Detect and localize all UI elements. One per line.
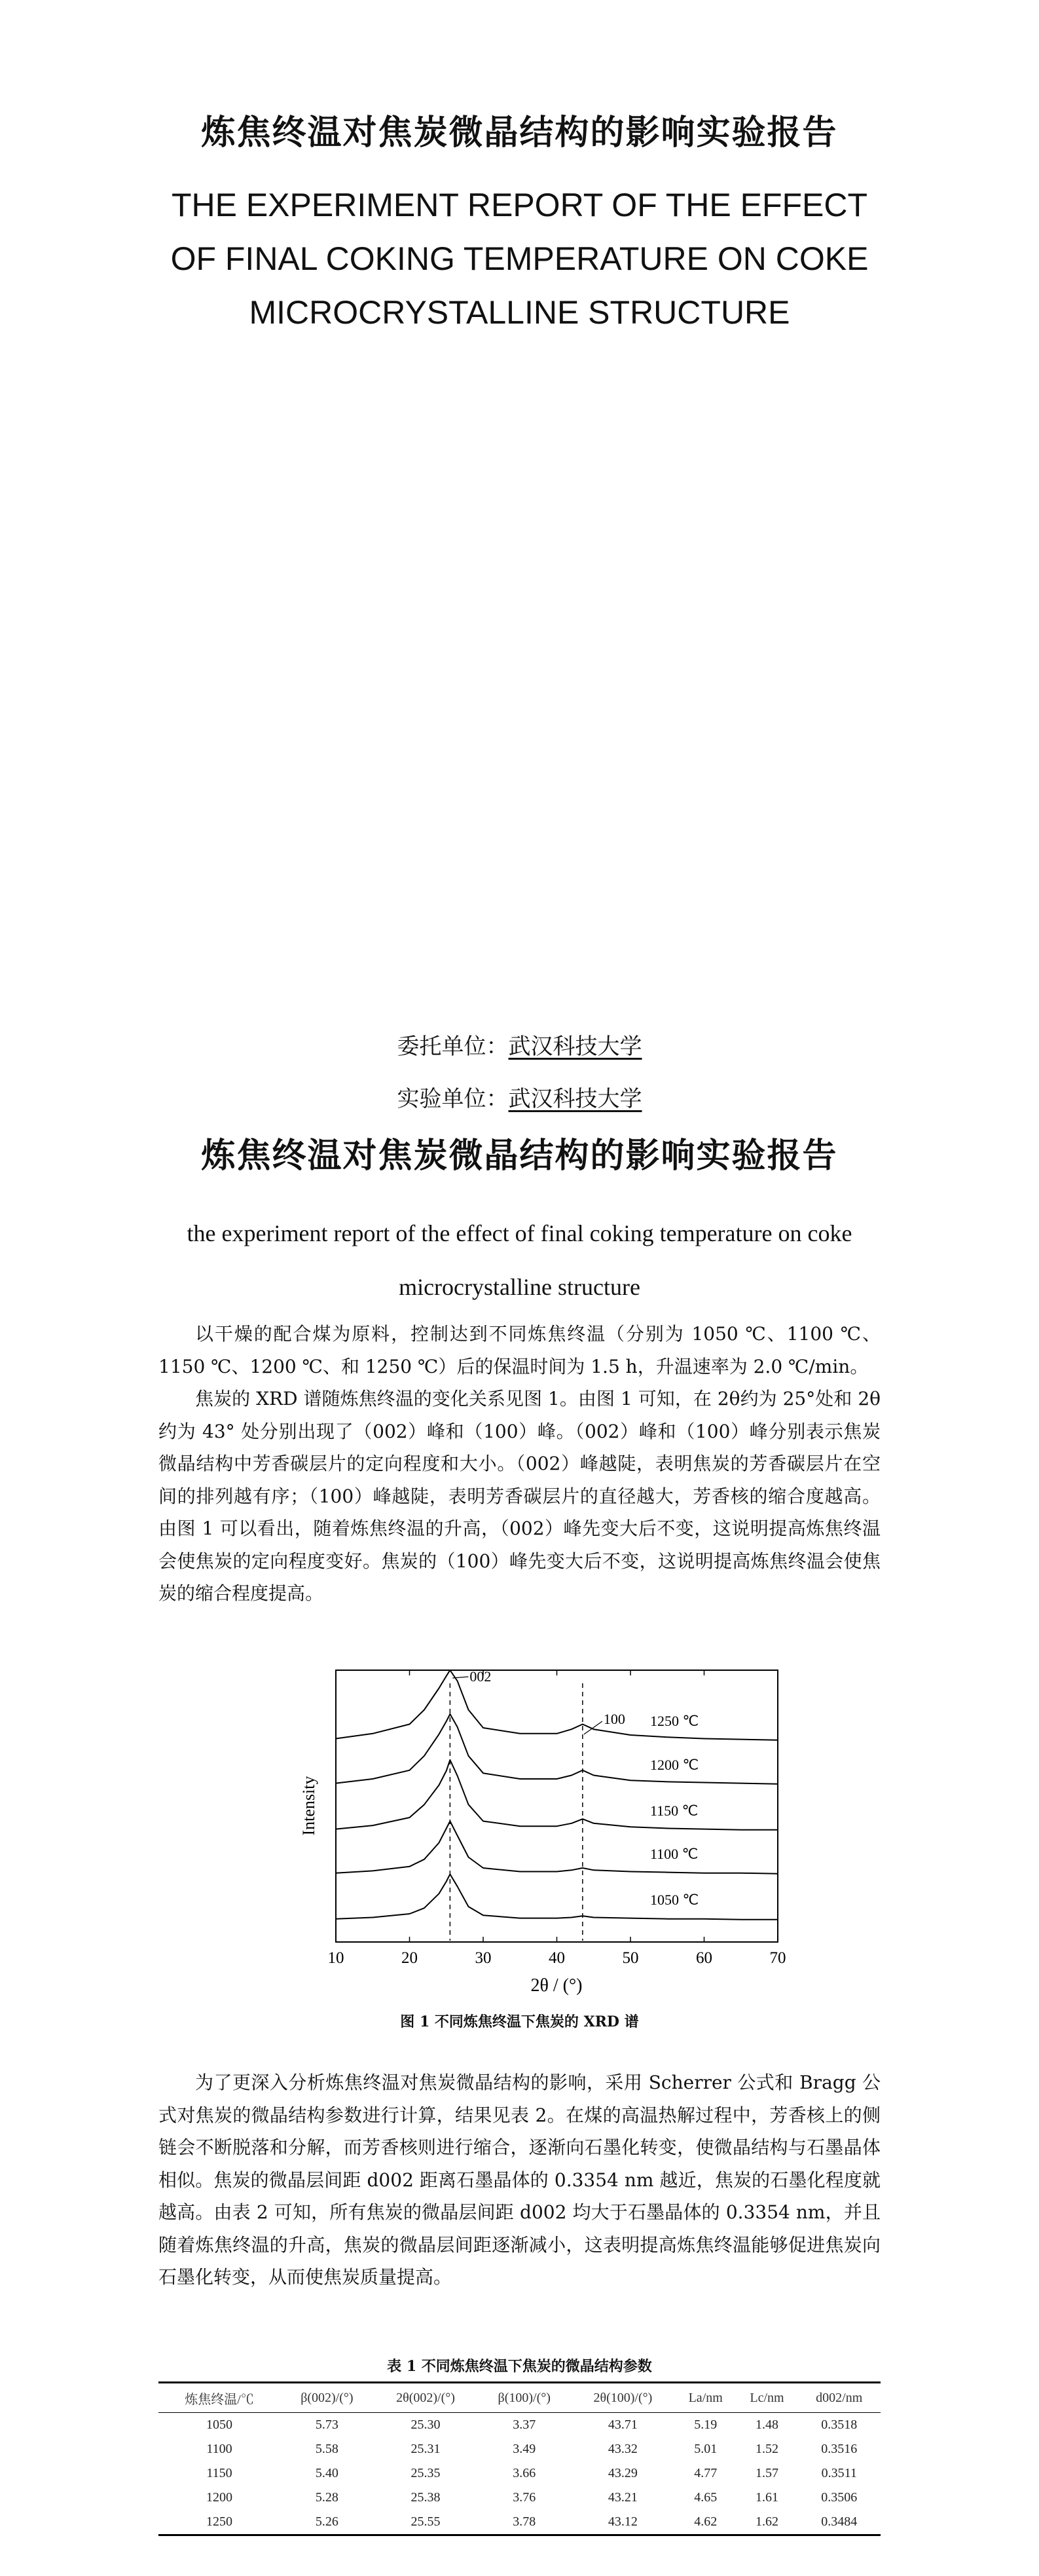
- table-caption: 表 1 不同炼焦终温下焦炭的微晶结构参数: [387, 2358, 652, 2375]
- plot-frame: [336, 1670, 778, 1942]
- commissioning-unit-value: 武汉科技大学: [508, 1034, 642, 1060]
- series-label: 1200 ℃: [650, 1757, 699, 1773]
- series-label: 1250 ℃: [650, 1713, 699, 1729]
- table-cell: 0.3506: [821, 2490, 858, 2505]
- report-title-zh: 炼焦终温对焦炭微晶结构的影响实验报告: [201, 1136, 838, 1176]
- series-line: [336, 1670, 778, 1740]
- figure-caption: 图 1 不同炼焦终温下焦炭的 XRD 谱: [400, 2013, 639, 2030]
- series-line: [336, 1760, 778, 1830]
- table-cell: 4.77: [694, 2466, 718, 2480]
- commissioning-unit: [0, 1028, 1039, 1060]
- table-header-cell: β(002)/(°): [280, 2383, 374, 2413]
- table-cell: 5.40: [315, 2466, 338, 2480]
- report-title-en-line1: the experiment report of the effect of final coking temperature on coke: [187, 1220, 852, 1246]
- series-label: 1050 ℃: [650, 1892, 699, 1908]
- series-line: [336, 1714, 778, 1784]
- x-axis-label: 2θ / (°): [530, 1975, 583, 1996]
- x-tick-label: 70: [769, 1949, 786, 1967]
- table-cell: 1.52: [756, 2442, 779, 2456]
- table-header-cell: La/nm: [675, 2383, 737, 2413]
- paragraph-xrd-analysis: 焦炭的 XRD 谱随炼焦终温的变化关系见图 1。由图 1 可知，在 2θ约为 25°处和 2θ约为 43° 处分别出现了（002）峰和（100）峰。（002）峰和（100）峰分别表示焦炭微晶结构中芳香碳层片的定向程度和大小。（002）峰越陡，表明焦炭的芳香碳层片在空间的排列越有序；（100）峰越陡，表明芳香碳层片的直径越大，芳香核的缩合度越高。由图 1 可以看出，随着炼焦终温的升高，（002）峰先变大后不变，这说明提高炼焦终温会使焦炭的定向程度变好。焦炭的（100）峰先变大后不变，这说明提高炼焦终温会使焦炭的缩合程度提高。: [158, 1388, 881, 1604]
- table-cell: 43.21: [608, 2490, 638, 2505]
- table-cell: 1200: [206, 2490, 233, 2505]
- table-cell: 1.48: [756, 2417, 779, 2432]
- microcrystal-parameters-table: [158, 2381, 881, 2536]
- table-cell: 5.01: [694, 2442, 718, 2456]
- x-tick-label: 30: [475, 1949, 492, 1967]
- table-header-cell: 2θ(100)/(°): [571, 2383, 675, 2413]
- x-tick-label: 10: [327, 1949, 344, 1967]
- table-cell: 5.58: [315, 2442, 338, 2456]
- x-tick-label: 40: [549, 1949, 565, 1967]
- table-cell: 25.35: [410, 2466, 441, 2480]
- table-cell: 1150: [206, 2466, 232, 2480]
- series-label: 1100 ℃: [650, 1846, 699, 1862]
- table-header-row: [158, 2383, 881, 2413]
- table-cell: 1.61: [756, 2490, 779, 2505]
- table-row: [158, 2510, 881, 2535]
- x-tick-label: 20: [401, 1949, 418, 1967]
- table-cell: 25.38: [410, 2490, 441, 2505]
- table-cell: 5.26: [280, 2510, 374, 2535]
- table-cell: 25.31: [410, 2442, 441, 2456]
- cover-title-en-line: MICROCRYSTALLINE STRUCTURE: [249, 294, 790, 331]
- table-cell: 1050: [206, 2417, 233, 2432]
- table-row: [158, 2461, 881, 2486]
- cover-title-en-line: THE EXPERIMENT REPORT OF THE EFFECT: [171, 187, 868, 223]
- table-cell: 5.28: [315, 2490, 338, 2505]
- x-tick-label: 60: [696, 1949, 712, 1967]
- table-header-cell: d002/nm: [797, 2383, 881, 2413]
- annotation-label: 100: [603, 1711, 625, 1727]
- table-cell: 4.62: [675, 2510, 737, 2535]
- table-cell: 3.37: [513, 2417, 536, 2432]
- x-tick-label: 50: [622, 1949, 639, 1967]
- report-title-en-line2: microcrystalline structure: [399, 1274, 640, 1300]
- table-cell: 43.71: [608, 2417, 638, 2432]
- table-cell: 3.76: [513, 2490, 536, 2505]
- table-cell: 5.73: [315, 2417, 338, 2432]
- series-line: [336, 1875, 778, 1920]
- cover-title-en-line: OF FINAL COKING TEMPERATURE ON COKE: [170, 240, 869, 277]
- paragraph-microcrystal: 为了更深入分析炼焦终温对焦炭微晶结构的影响，采用 Scherrer 公式和 Bragg 公式对焦炭的微晶结构参数进行计算，结果见表 2。在煤的高温热解过程中，芳香核上的侧链会不断脱落和分解，而芳香核则进行缩合，逐渐向石墨化转变，使微晶结构与石墨晶体相似。焦炭的微晶层间距 d002 距离石墨晶体的 0.3354 nm 越近，焦炭的石墨化程度就越高。由表 2 可知，所有焦炭的微晶层间距 d002 均大于石墨晶体的 0.3354 nm，并且随着炼焦终温的升高，焦炭的微晶层间距逐渐减小，这表明提高炼焦终温能够促进焦炭向石墨化转变，从而使焦炭质量提高。: [158, 2072, 881, 2288]
- table-cell: 3.78: [477, 2510, 571, 2535]
- table-cell: 0.3518: [821, 2417, 858, 2432]
- experiment-unit: [0, 1081, 1039, 1113]
- table-cell: 0.3484: [797, 2510, 881, 2535]
- xrd-chart: [288, 1667, 799, 2007]
- table-cell: 0.3511: [821, 2466, 857, 2480]
- table-cell: 43.32: [608, 2442, 638, 2456]
- experiment-unit-value: 武汉科技大学: [508, 1086, 642, 1112]
- table-row: [158, 2437, 881, 2461]
- table-cell: 43.29: [608, 2466, 638, 2480]
- table-cell: 5.19: [694, 2417, 718, 2432]
- table-cell: 25.30: [410, 2417, 441, 2432]
- table-cell: 3.49: [513, 2442, 536, 2456]
- table-row: [158, 2413, 881, 2438]
- table-cell: 1250: [158, 2510, 280, 2535]
- cover-title-zh: 炼焦终温对焦炭微晶结构的影响实验报告: [201, 113, 838, 153]
- y-axis-label: Intensity: [299, 1776, 318, 1836]
- experiment-unit-label: 实验单位：: [397, 1086, 509, 1112]
- table-cell: 1.57: [756, 2466, 779, 2480]
- table-cell: 0.3516: [821, 2442, 858, 2456]
- commissioning-unit-label: 委托单位：: [397, 1034, 509, 1060]
- annotation-leader: [584, 1721, 602, 1734]
- paragraph-conditions: 以干燥的配合煤为原料，控制达到不同炼焦终温（分别为 1050 ℃、1100 ℃、1150 ℃、1200 ℃、和 1250 ℃）后的保温时间为 1.5 h，升温速率为 2.0 ℃/min。: [158, 1323, 881, 1377]
- table-header-cell: Lc/nm: [737, 2383, 798, 2413]
- table-header-cell: β(100)/(°): [477, 2383, 571, 2413]
- table-cell: 25.55: [374, 2510, 478, 2535]
- series-label: 1150 ℃: [650, 1802, 699, 1819]
- cover-title-en: [0, 178, 1039, 339]
- table-cell: 1.62: [737, 2510, 798, 2535]
- table-row: [158, 2486, 881, 2510]
- table-cell: 4.65: [694, 2490, 718, 2505]
- table-header-cell: 炼焦终温/℃: [158, 2383, 280, 2413]
- table-cell: 3.66: [513, 2466, 536, 2480]
- body-text-section-1: [158, 1318, 881, 1610]
- table-cell: 1100: [206, 2442, 232, 2456]
- table-cell: 43.12: [571, 2510, 675, 2535]
- table-header-cell: 2θ(002)/(°): [374, 2383, 478, 2413]
- body-text-section-2: [158, 2066, 881, 2294]
- annotation-label: 002: [469, 1668, 492, 1685]
